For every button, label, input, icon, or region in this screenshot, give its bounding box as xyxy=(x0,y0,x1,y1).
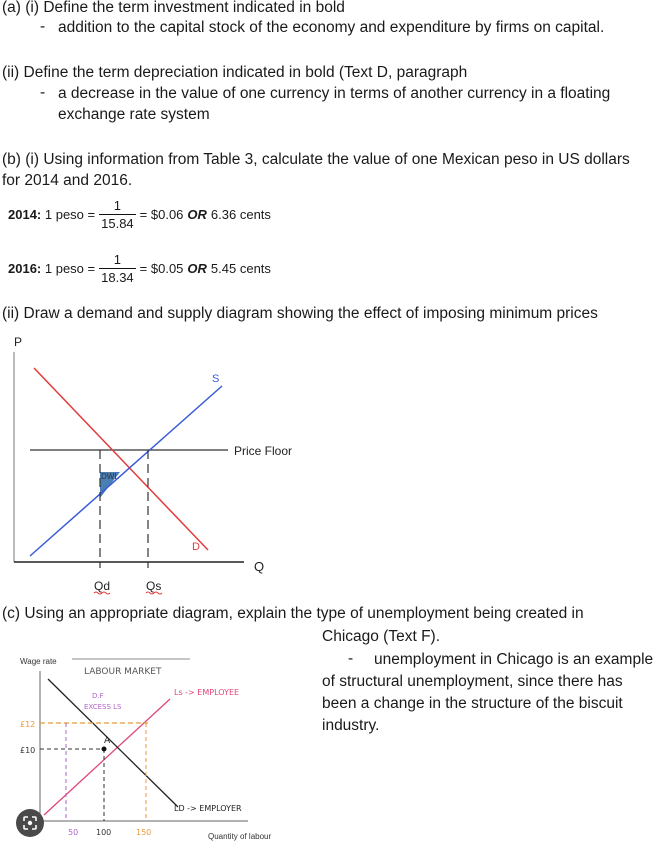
formula-lhs: 1 peso = xyxy=(44,207,96,222)
bullet-dash: - xyxy=(40,84,46,101)
answer-c-line4: industry. xyxy=(322,717,380,734)
answer-a-i: addition to the capital stock of the economy and expenditure by firms on capital. xyxy=(58,19,605,36)
fraction xyxy=(99,252,136,285)
formula-or: OR xyxy=(187,207,207,222)
formula-2014 xyxy=(8,198,271,231)
formula-result: = $0.05 xyxy=(139,261,184,276)
answer-a-ii-line2: exchange rate system xyxy=(58,106,210,123)
fraction xyxy=(99,198,136,231)
qty-150-tick: 150 xyxy=(136,828,152,837)
labour-market-diagram xyxy=(0,643,310,855)
equilibrium-label: A xyxy=(104,736,111,746)
equilibrium-point xyxy=(102,747,107,752)
fraction-numerator: 1 xyxy=(113,198,122,213)
formula-year: 2014: xyxy=(8,207,42,222)
bullet-dash: - xyxy=(348,650,354,667)
formula-result: = $0.06 xyxy=(139,207,184,222)
question-c-line1: (c) Using an appropriate diagram, explain the type of unemployment being created in xyxy=(2,605,584,622)
google-lens-icon[interactable] xyxy=(16,809,44,837)
question-b-i-line1: (b) (i) Using information from Table 3, calculate the value of one Mexican peso in US dollars xyxy=(2,151,630,168)
chart-title: LABOUR MARKET xyxy=(84,667,162,677)
bullet-dash: - xyxy=(40,18,46,35)
wage-12-tick: £12 xyxy=(20,720,36,729)
formula-2016 xyxy=(8,252,271,285)
qd-label: Qd xyxy=(94,579,111,593)
fraction-numerator: 1 xyxy=(113,252,122,267)
lens-glyph xyxy=(22,815,38,831)
quantity-axis-label: Quantity of labour xyxy=(208,832,272,841)
answer-c-line3: been a change in the structure of the biscuit xyxy=(322,695,623,712)
price-floor-label: Price Floor xyxy=(234,444,293,458)
formula-alt: 5.45 cents xyxy=(210,261,271,276)
qty-100-tick: 100 xyxy=(96,828,112,837)
wage-axis-label: Wage rate xyxy=(20,657,57,666)
question-b-ii: (ii) Draw a demand and supply diagram showing the effect of imposing minimum prices xyxy=(2,305,598,322)
x-axis-label: Q xyxy=(254,559,265,574)
question-a-i: (a) (i) Define the term investment indicated in bold xyxy=(2,0,345,16)
formula-year: 2016: xyxy=(8,261,42,276)
question-b-i-line2: for 2014 and 2016. xyxy=(2,172,133,189)
supply-label: S xyxy=(212,373,220,385)
question-c-line2: Chicago (Text F). xyxy=(322,628,441,645)
answer-c-line2: of structural unemployment, since there has xyxy=(322,673,623,690)
formula-lhs: 1 peso = xyxy=(44,261,96,276)
y-axis-label: P xyxy=(14,335,23,349)
formula-alt: 6.36 cents xyxy=(210,207,271,222)
labour-supply-label: Ls -> EMPLOYEE xyxy=(174,688,240,697)
dwl-label: DWL xyxy=(101,472,119,481)
wage-10-tick: £10 xyxy=(20,746,36,755)
question-a-ii: (ii) Define the term depreciation indicated in bold (Text D, paragraph xyxy=(2,64,468,81)
answer-c-line1: unemployment in Chicago is an example xyxy=(374,651,654,668)
qty-50-tick: 50 xyxy=(68,828,79,837)
qs-label: Qs xyxy=(146,579,162,593)
fraction-denominator: 18.34 xyxy=(101,270,134,285)
df-label: D.F xyxy=(92,692,104,700)
formula-or: OR xyxy=(187,261,207,276)
min-price-diagram xyxy=(0,328,330,598)
answer-a-ii-line1: a decrease in the value of one currency in terms of another currency in a floating xyxy=(58,85,611,102)
labour-demand-label: LD -> EMPLOYER xyxy=(174,804,242,813)
fraction-denominator: 15.84 xyxy=(101,216,134,231)
demand-label: D xyxy=(192,541,200,553)
excess-label: EXCESS LS xyxy=(84,703,122,711)
diagram-bg xyxy=(0,328,330,598)
